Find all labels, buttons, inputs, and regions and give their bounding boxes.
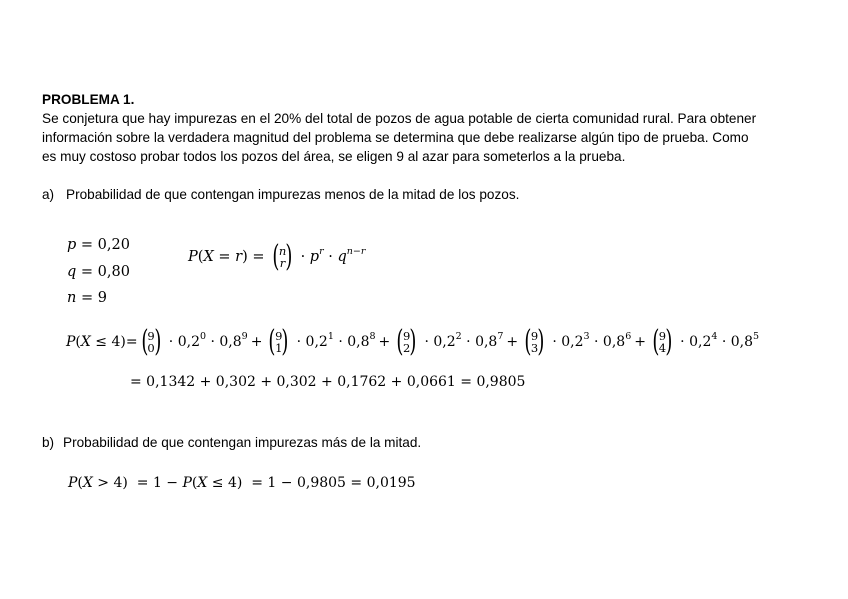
- expansion-term: ( 9 0 ) · $0,2^0 \cdot 0,8^9$: [138, 327, 248, 357]
- statement-line-3: es muy costoso probar todos los pozos del área, se eligen 9 al azar para someterlos a la prueba.: [42, 149, 626, 164]
- expansion-term: ( 9 3 ) · $0,2^3 \cdot 0,8^6$: [521, 327, 631, 357]
- expansion-lhs: P(X ≤ 4)=: [66, 334, 138, 350]
- binomial-coefficient: ( 9 2 ): [396, 324, 417, 359]
- expansion-term: ( 9 4 ) · $0,2^4 \cdot 0,8^5$: [649, 327, 759, 357]
- part-b-middle: = 1 − P(X ≤ 4): [136, 475, 243, 491]
- expansion-result: = 0,1342 + 0,302 + 0,302 + 0,1762 + 0,0661 = 0,9805: [130, 374, 526, 390]
- expansion-terms: [138, 324, 760, 359]
- part-a-label: a): [42, 187, 55, 202]
- part-a-text: Probabilidad de que contengan impurezas menos de la mitad de los pozos.: [66, 187, 520, 202]
- param-n: n = 9: [67, 290, 107, 306]
- binomial-coefficient: ( 9 0 ): [140, 324, 162, 359]
- part-b-result: = 1 − 0,9805 = 0,0195: [251, 475, 416, 491]
- part-b-lhs: P(X > 4): [68, 475, 128, 491]
- binomial-coefficient: ( 9 1 ): [268, 324, 289, 359]
- expansion-term: ( 9 1 ) · $0,2^1 \cdot 0,8^8$: [265, 327, 375, 357]
- expansion-term: ( 9 2 ) · $0,2^2 \cdot 0,8^7$: [393, 327, 503, 357]
- binomial-coefficient: ( 9 3 ): [524, 324, 545, 359]
- binomial-coefficient: ( 9 4 ): [652, 324, 673, 359]
- binomial-formula: P(X = r) = ( n r ) · $p^r \cdot q^{n-r}$: [188, 239, 366, 274]
- part-b-computation: [68, 475, 416, 491]
- binomial-coefficient: ( n r ): [272, 239, 293, 274]
- plus-sign: +: [378, 334, 391, 350]
- expansion-line: [66, 324, 760, 359]
- param-q: q = 0,80: [67, 264, 130, 280]
- plus-sign: +: [506, 334, 519, 350]
- part-b-label: b): [42, 435, 55, 450]
- plus-sign: +: [250, 334, 263, 350]
- part-b-text: Probabilidad de que contengan impurezas más de la mitad.: [63, 435, 422, 450]
- problem-title: PROBLEMA 1.: [42, 92, 135, 107]
- plus-sign: +: [634, 334, 646, 350]
- statement-line-2: información sobre la verdadera magnitud del problema se determina que debe realizarse algún tipo de prueba. Como: [42, 130, 749, 145]
- param-p: p = 0,20: [67, 237, 130, 253]
- statement-line-1: Se conjetura que hay impurezas en el 20% del total de pozos de agua potable de cierta comunidad rural. Para obtener: [42, 111, 757, 126]
